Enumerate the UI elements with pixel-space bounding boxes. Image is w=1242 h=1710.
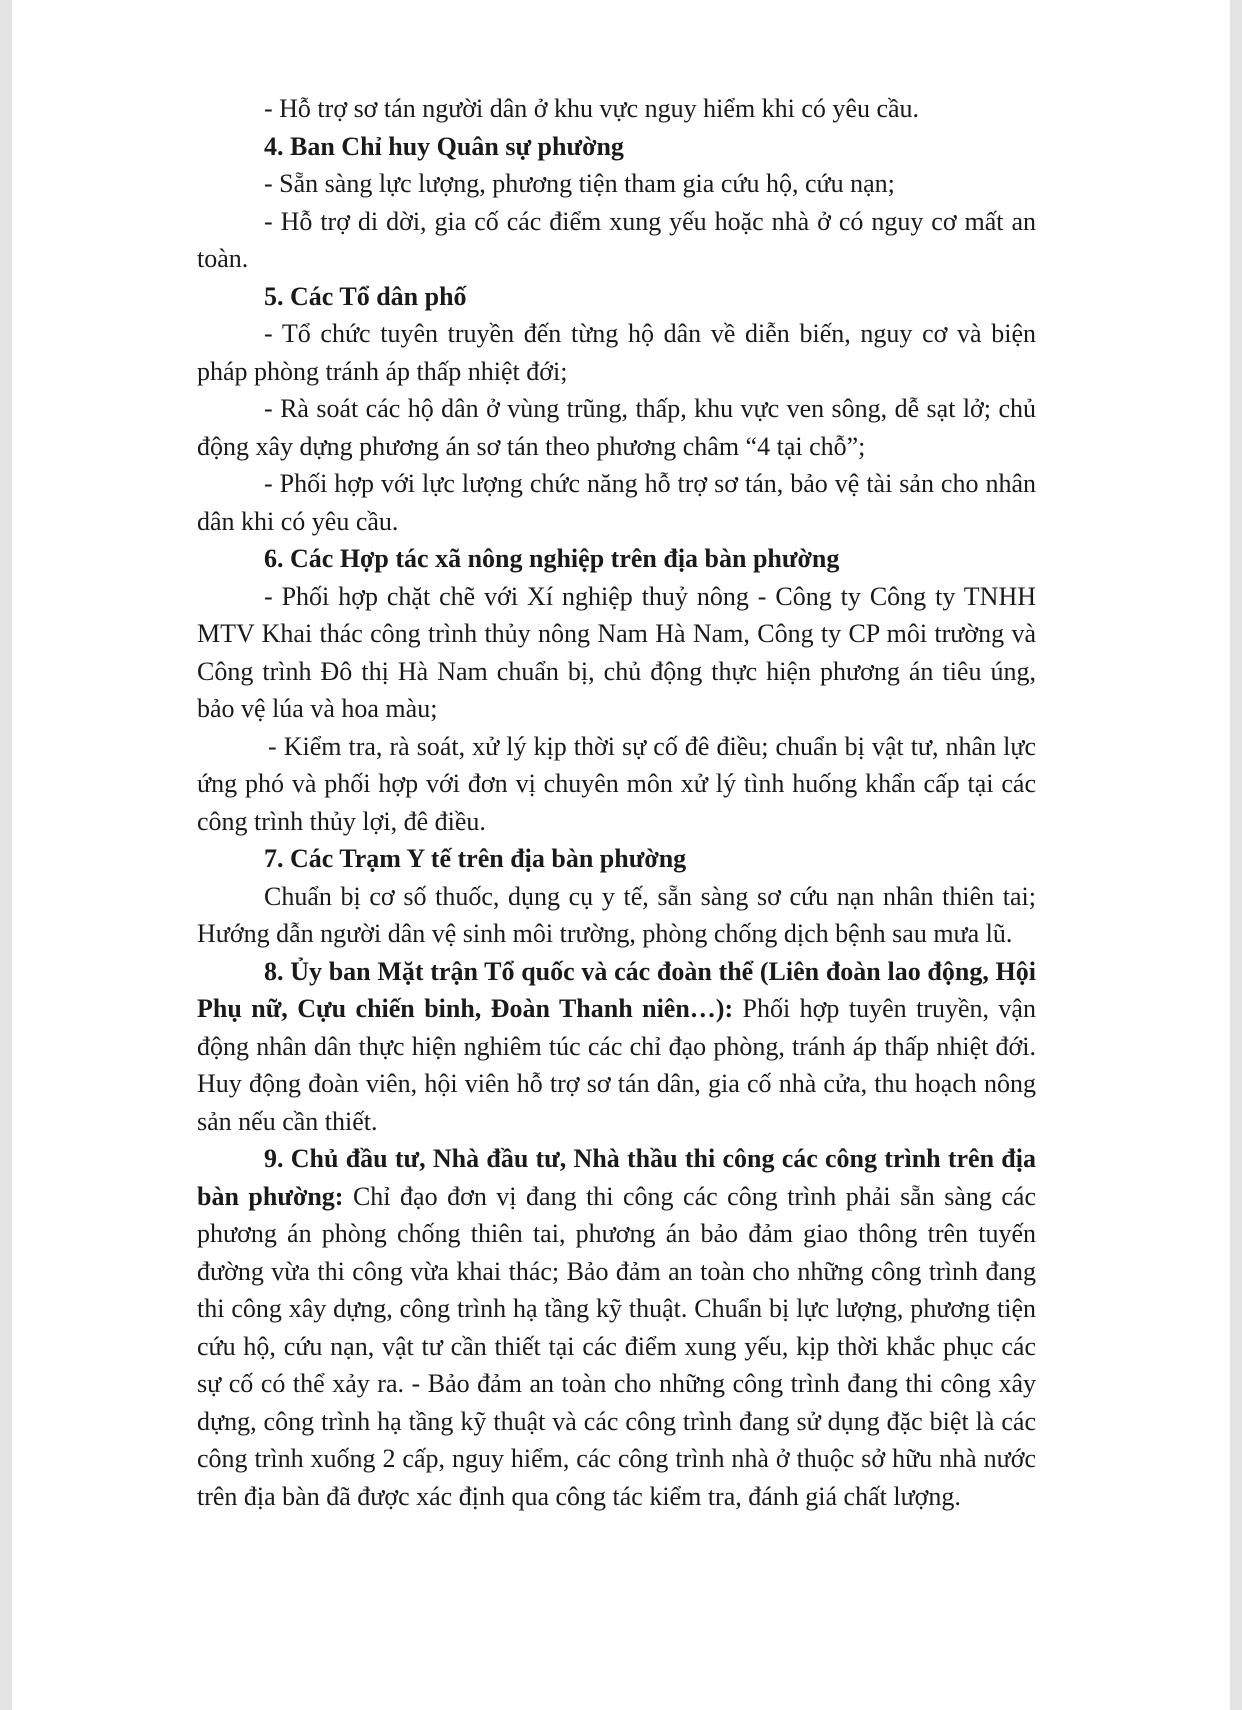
paragraph-coordination: - Phối hợp với lực lượng chức năng hỗ trợ sơ tán, bảo vệ tài sản cho nhân dân khi có yêu cầu.: [197, 469, 1036, 536]
heading-health-stations: 7. Các Trạm Y tế trên địa bàn phường: [264, 844, 687, 873]
paragraph-propaganda: - Tổ chức tuyên truyền đến từng hộ dân về diễn biến, nguy cơ và biện pháp phòng tránh áp thấp nhiệt đới;: [197, 319, 1036, 386]
heading-cooperatives: 6. Các Hợp tác xã nông nghiệp trên địa bàn phường: [264, 544, 840, 573]
paragraph-dyke-inspection: - Kiểm tra, rà soát, xử lý kịp thời sự cố đê điều; chuẩn bị vật tư, nhân lực ứng phó và phối hợp với đơn vị chuyên môn xử lý tình huống khẩn cấp tại các công trình thủy lợi, đê điều.: [197, 731, 1036, 836]
heading-fatherland-front: 8. Ủy ban Mặt trận Tổ quốc và các đoàn thể (Liên đoàn lao động, Hội Phụ nữ, Cựu chiến binh, Đoàn Thanh niên…):: [197, 956, 1036, 1023]
paragraph-investors-contractors: [197, 1140, 1036, 1515]
document-page: [12, 0, 1230, 1710]
paragraph-relocation-support: - Hỗ trợ di dời, gia cố các điểm xung yếu hoặc nhà ở có nguy cơ mất an toàn.: [197, 206, 1036, 273]
paragraph-fatherland-front: [197, 953, 1036, 1141]
paragraph-ready-forces: - Sẵn sàng lực lượng, phương tiện tham gia cứu hộ, cứu nạn;: [264, 169, 895, 198]
paragraph-household-review: - Rà soát các hộ dân ở vùng trũng, thấp, khu vực ven sông, dễ sạt lở; chủ động xây dựng phương án sơ tán theo phương châm “4 tại chỗ”;: [197, 394, 1036, 461]
heading-military-command: 4. Ban Chỉ huy Quân sự phường: [264, 131, 624, 161]
paragraph-irrigation-coordination: - Phối hợp chặt chẽ với Xí nghiệp thuỷ nông - Công ty Công ty TNHH MTV Khai thác công trình thủy nông Nam Hà Nam, Công ty CP môi trường và Công trình Đô thị Hà Nam chuẩn bị, chủ động thực hiện phương án tiêu úng, bảo vệ lúa và hoa màu;: [197, 581, 1036, 723]
paragraph-medical-preparation: Chuẩn bị cơ số thuốc, dụng cụ y tế, sẵn sàng sơ cứu nạn nhân thiên tai; Hướng dẫn người dân vệ sinh môi trường, phòng chống dịch bệnh sau mưa lũ.: [197, 881, 1036, 948]
heading-investors-contractors: 9. Chủ đầu tư, Nhà đầu tư, Nhà thầu thi công các công trình trên địa bàn phường:: [197, 1144, 1036, 1211]
text-investors-contractors: Chỉ đạo đơn vị đang thi công các công trình phải sẵn sàng các phương án phòng chống thiên tai, phương án bảo đảm giao thông trên tuyến đường vừa thi công vừa khai thác; Bảo đảm an toàn cho những công trình đang thi công xây dựng, công trình hạ tầng kỹ thuật. Chuẩn bị lực lượng, phương tiện cứu hộ, cứu nạn, vật tư cần thiết tại các điểm xung yếu, kịp thời khắc phục các sự cố có thể xảy ra. - Bảo đảm an toàn cho những công trình đang thi công xây dựng, công trình hạ tầng kỹ thuật và các công trình đang sử dụng đặc biệt là các công trình xuống 2 cấp, nguy hiểm, các công trình nhà ở thuộc sở hữu nhà nước trên địa bàn đã được xác định qua công tác kiểm tra, đánh giá chất lượng.: [197, 1181, 1036, 1511]
text-fatherland-front: Phối hợp tuyên truyền, vận động nhân dân thực hiện nghiêm túc các chỉ đạo phòng, tránh áp thấp nhiệt đới. Huy động đoàn viên, hội viên hỗ trợ sơ tán dân, gia cố nhà cửa, thu hoạch nông sản nếu cần thiết.: [197, 994, 1036, 1136]
paragraph-evacuation-support: - Hỗ trợ sơ tán người dân ở khu vực nguy hiểm khi có yêu cầu.: [264, 94, 920, 123]
document-body: [197, 90, 1036, 1515]
heading-residential-groups: 5. Các Tổ dân phố: [264, 281, 467, 311]
